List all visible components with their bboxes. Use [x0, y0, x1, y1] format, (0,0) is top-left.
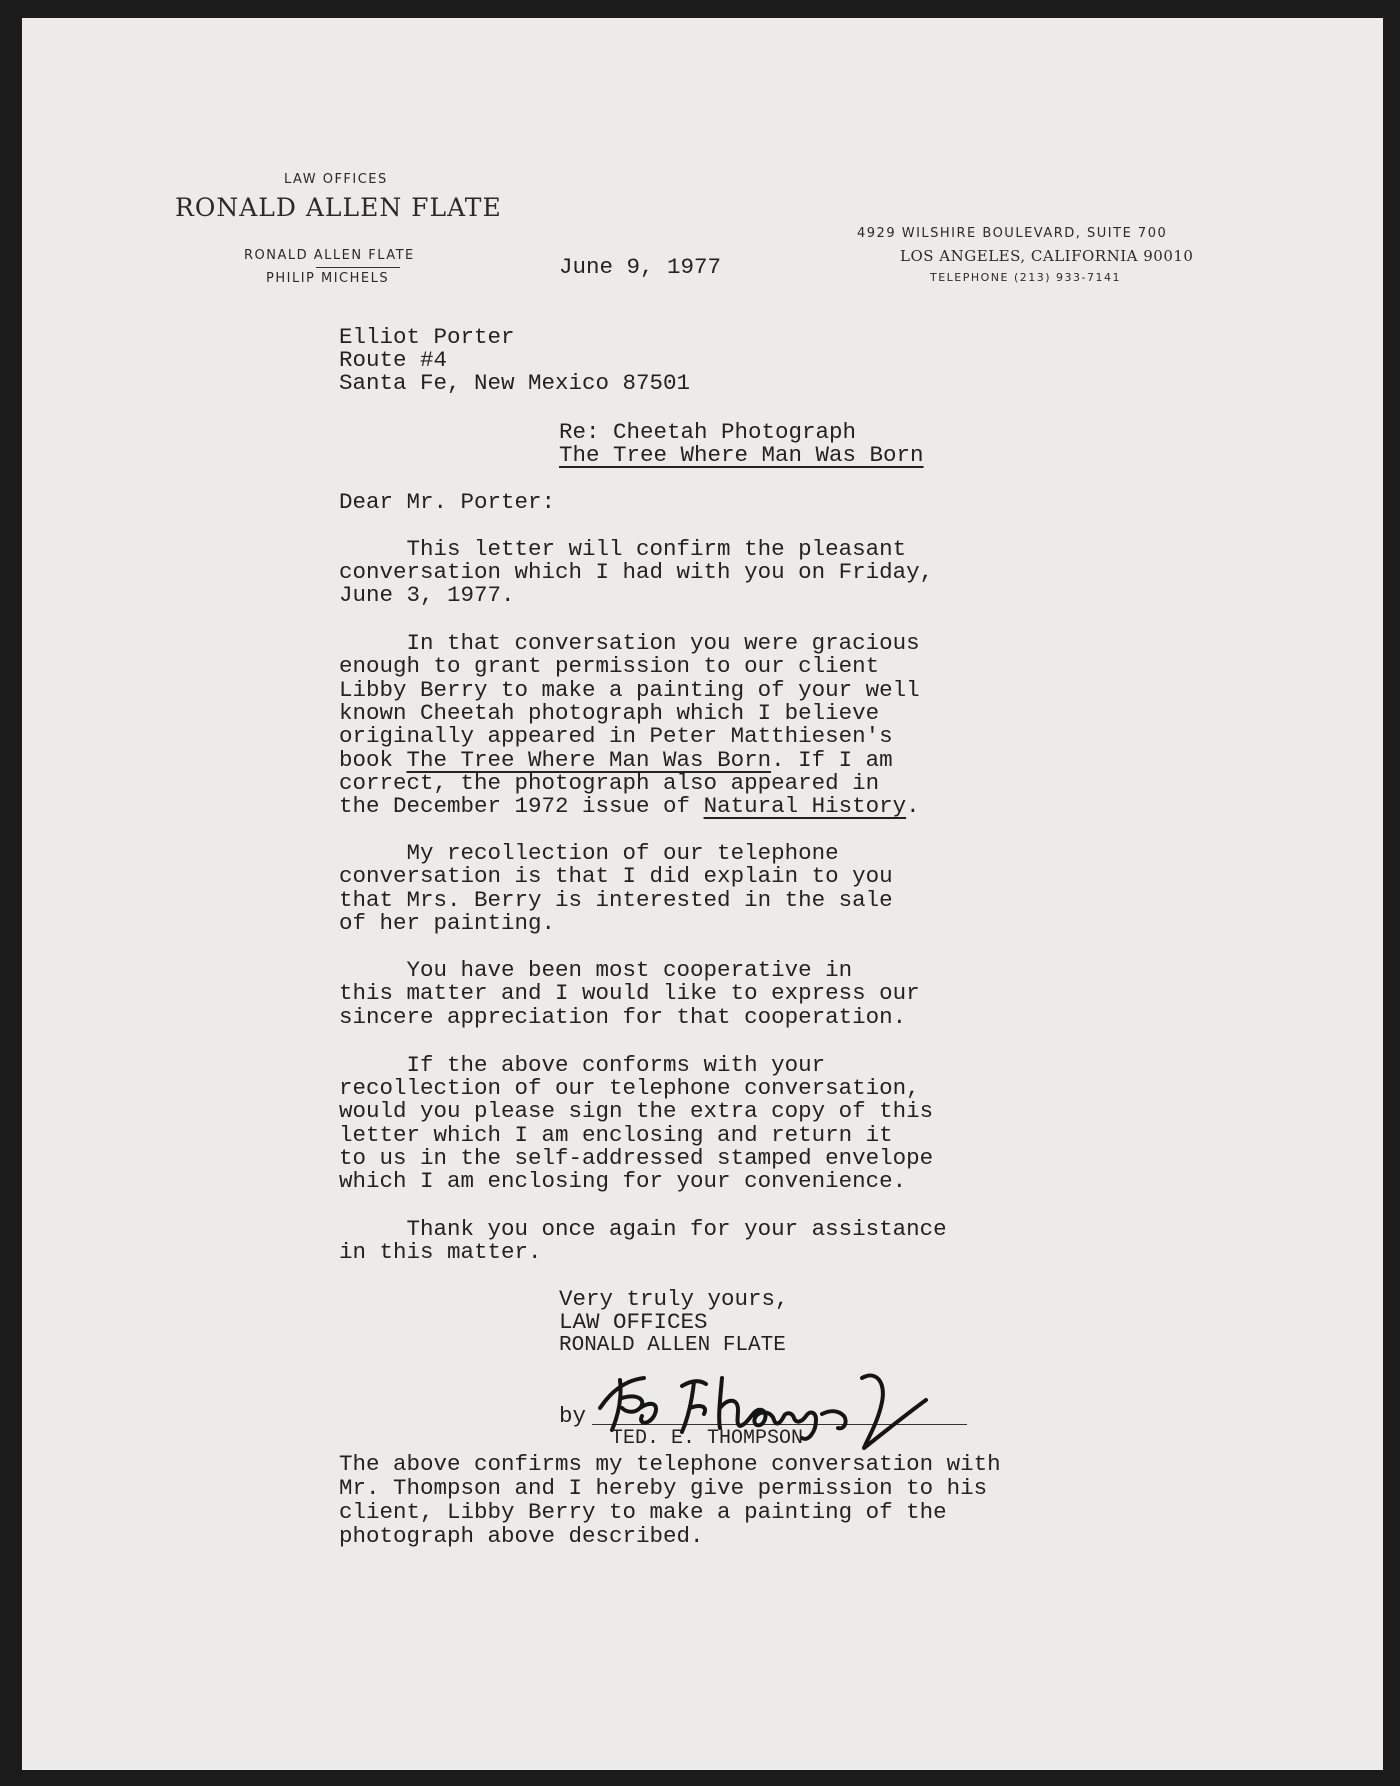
- salutation: Dear Mr. Porter:: [339, 489, 556, 515]
- acknowledgment-line: photograph above described.: [339, 1523, 704, 1549]
- p2-text: .: [906, 793, 920, 819]
- p4-line: sincere appreciation for that cooperation.: [339, 1004, 907, 1030]
- p5-line: letter which I am enclosing and return it: [339, 1122, 893, 1148]
- p2-line-magazine: [339, 793, 920, 819]
- p2-book-title: The Tree Where Man Was Born: [406, 747, 772, 773]
- acknowledgment-line: The above confirms my telephone conversation with: [339, 1451, 1001, 1477]
- recipient-name: Elliot Porter: [339, 324, 515, 350]
- p3-line: of her painting.: [339, 910, 556, 936]
- p1-line: June 3, 1977.: [339, 582, 515, 608]
- p2-line: In that conversation you were gracious: [339, 630, 920, 656]
- p2-line: correct, the photograph also appeared in: [339, 770, 880, 796]
- letterhead-law-offices: LAW OFFICES: [284, 172, 388, 187]
- letterhead-address-2: LOS ANGELES, CALIFORNIA 90010: [900, 247, 1194, 265]
- signer-name: TED. E. THOMPSON: [611, 1427, 804, 1450]
- p5-line: recollection of our telephone conversation,: [339, 1075, 920, 1101]
- acknowledgment-line: Mr. Thompson and I hereby give permission to his: [339, 1475, 988, 1501]
- p2-magazine-title: Natural History: [703, 793, 907, 819]
- p1-line: This letter will confirm the pleasant: [339, 536, 907, 562]
- p2-line: enough to grant permission to our client: [339, 653, 880, 679]
- p3-line: conversation is that I did explain to you: [339, 863, 893, 889]
- closing-line: Very truly yours,: [559, 1286, 789, 1312]
- acknowledgment-line: client, Libby Berry to make a painting of the: [339, 1499, 947, 1525]
- p6-line: in this matter.: [339, 1239, 542, 1265]
- p3-line: My recollection of our telephone: [339, 840, 839, 866]
- p2-text: the December 1972 issue of: [339, 793, 704, 819]
- p1-line: conversation which I had with you on Friday,: [339, 559, 934, 585]
- p5-line: If the above conforms with your: [339, 1052, 826, 1078]
- closing-line: LAW OFFICES: [559, 1309, 708, 1335]
- p2-line: Libby Berry to make a painting of your well: [339, 677, 920, 703]
- p2-line: originally appeared in Peter Matthiesen's: [339, 723, 893, 749]
- p4-line: this matter and I would like to express our: [339, 980, 920, 1006]
- p5-line: would you please sign the extra copy of this: [339, 1098, 934, 1124]
- letterhead-address-1: 4929 WILSHIRE BOULEVARD, SUITE 700: [857, 226, 1168, 241]
- letterhead-partner-divider: [316, 267, 400, 268]
- recipient-city: Santa Fe, New Mexico 87501: [339, 370, 691, 396]
- letter-page: [22, 18, 1383, 1770]
- recipient-route: Route #4: [339, 347, 448, 373]
- p4-line: You have been most cooperative in: [339, 957, 853, 983]
- p2-text: book: [339, 747, 407, 773]
- letter-date: June 9, 1977: [559, 254, 722, 280]
- letterhead-partner-1: RONALD ALLEN FLATE: [244, 248, 415, 263]
- closing-line: RONALD ALLEN FLATE: [559, 1334, 786, 1357]
- letterhead-firm-name: RONALD ALLEN FLATE: [175, 193, 502, 222]
- re-title: The Tree Where Man Was Born: [559, 442, 924, 468]
- p3-line: that Mrs. Berry is interested in the sale: [339, 887, 893, 913]
- p2-line: known Cheetah photograph which I believe: [339, 700, 880, 726]
- p5-line: to us in the self-addressed stamped envelope: [339, 1145, 934, 1171]
- p6-line: Thank you once again for your assistance: [339, 1216, 947, 1242]
- letterhead-telephone: TELEPHONE (213) 933-7141: [930, 271, 1122, 284]
- p5-line: which I am enclosing for your convenience.: [339, 1168, 907, 1194]
- p2-text: . If I am: [771, 747, 893, 773]
- re-line: Re: Cheetah Photograph: [559, 419, 857, 445]
- letterhead-partner-2: PHILIP MICHELS: [266, 271, 390, 286]
- by-label: by: [559, 1403, 587, 1429]
